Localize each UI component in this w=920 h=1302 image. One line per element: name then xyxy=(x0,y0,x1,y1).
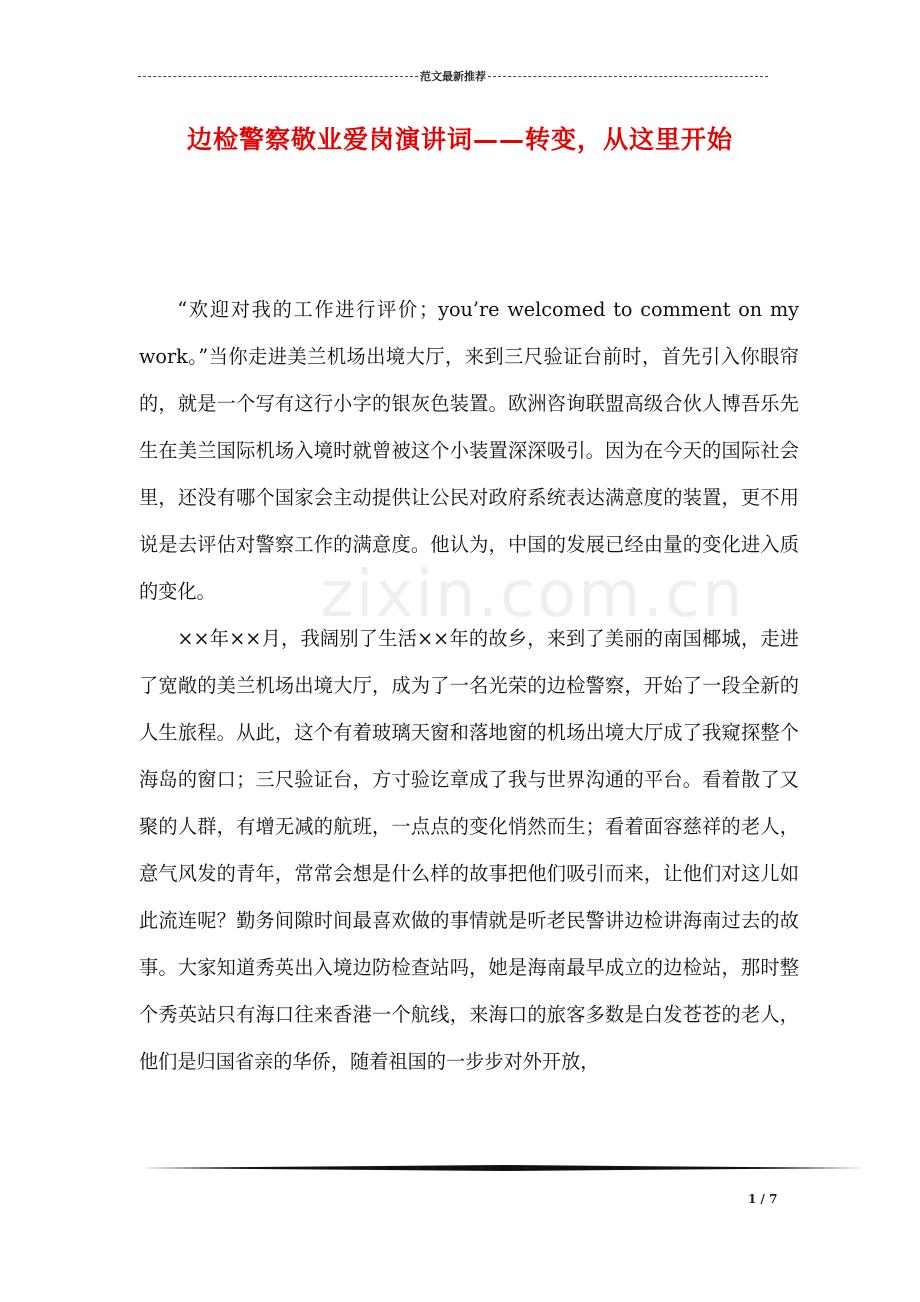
paragraph: ××年××月，我阔别了生活××年的故乡，来到了美丽的南国椰城，走进了宽敞的美兰机场出境大厅，成为了一名光荣的边检警察，开始了一段全新的人生旅程。从此，这个有着玻璃天窗和落地窗的机场出境大厅成了我窥探整个海岛的窗口；三尺验证台，方寸验讫章成了我与世界沟通的平台。看着散了又聚的人群，有增无减的航班，一点点的变化悄然而生；看着面容慈祥的老人，意气风发的青年，常常会想是什么样的故事把他们吸引而来，让他们对这儿如此流连呢？勤务间隙时间最喜欢做的事情就是听老民警讲边检讲海南过去的故事。大家知道秀英出入境边防检查站吗，她是海南最早成立的边检站，那时整个秀英站只有海口往来香港一个航线，来海口的旅客多数是白发苍苍的老人，他们是归国省亲的华侨，随着祖国的一步步对外开放， xyxy=(139,627,799,1073)
watermark: zixin.com.cn xyxy=(320,558,745,632)
header-dash-right xyxy=(488,76,768,77)
header-dash-left xyxy=(138,76,418,77)
footer-rule xyxy=(140,1165,864,1171)
document-title: 边检警察敬业爱岗演讲词——转变，从这里开始 xyxy=(186,125,733,154)
page-header xyxy=(138,67,768,85)
paragraph: “欢迎对我的工作进行评价；you’re welcomed to comment on my work。”当你走进美兰机场出境大厅，来到三尺验证台前时，首先引入你眼帘的，就是一个写有这行小字的银灰色装置。欧洲咨询联盟高级合伙人博吾乐先生在美兰国际机场入境时就曾被这个小装置深深吸引。因为在今天的国际社会里，还没有哪个国家会主动提供让公民对政府系统表达满意度的装置，更不用说是去评估对警察工作的满意度。他认为，中国的发展已经由量的变化进入质的变化。 xyxy=(139,298,799,603)
document-body xyxy=(139,286,799,1085)
header-label: 范文最新推荐 xyxy=(420,70,486,83)
page-number: 1 / 7 xyxy=(748,1192,778,1206)
